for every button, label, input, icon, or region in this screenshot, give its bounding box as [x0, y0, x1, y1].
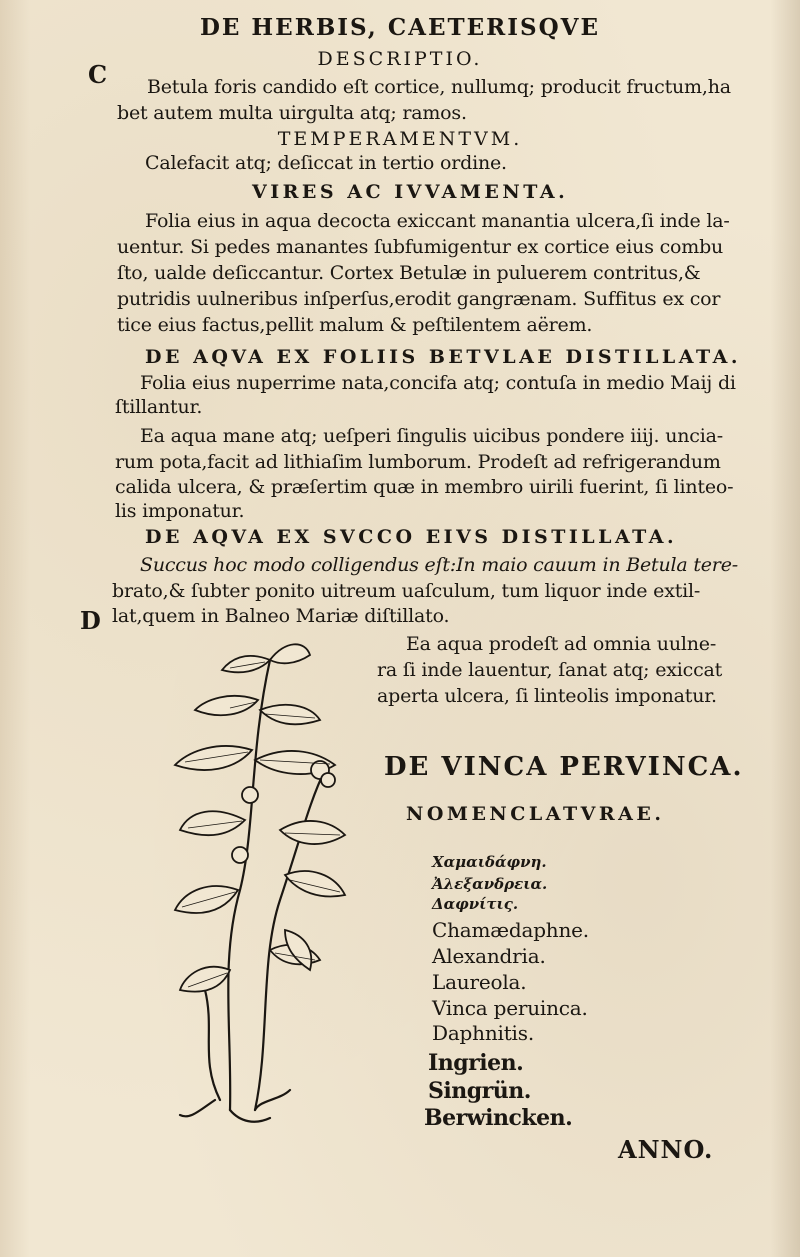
latin-name: Alexandria. — [432, 944, 546, 968]
heading-descriptio: DESCRIPTIO. — [317, 48, 483, 70]
heading-temperamentum: TEMPERAMENTVM. — [277, 128, 523, 150]
text-line: ſtillantur. — [115, 396, 203, 418]
text-line: Folia eius in aqua decocta exiccant manantia ulcera,ſi inde la- — [145, 210, 730, 232]
periwinkle-woodcut-illustration — [160, 630, 355, 1130]
text-line: uentur. Si pedes manantes ſubfumigentur ex cortice eius combu — [117, 236, 724, 258]
margin-letter-d: D — [80, 606, 101, 635]
german-name: Ingrien. — [428, 1050, 524, 1076]
heading-vinca: DE VINCA PERVINCA. — [384, 752, 744, 782]
text-line: putridis uulneribus inſperſus,erodit gangrænam. Suffitus ex cor — [117, 288, 721, 310]
text-line: tice eius factus,pellit malum & peſtilentem aërem. — [117, 314, 593, 336]
margin-letter-c: C — [88, 60, 108, 89]
greek-name: Χαμαιδάφνη. — [432, 853, 547, 871]
heading-aqua-foliis: DE AQVA EX FOLIIS BETVLAE DISTILLATA. — [145, 346, 741, 368]
heading-aqua-succo: DE AQVA EX SVCCO EIVS DISTILLATA. — [145, 526, 678, 548]
heading-vires: VIRES AC IVVAMENTA. — [252, 181, 569, 203]
text-line: bet autem multa uirgulta atq; ramos. — [117, 102, 467, 124]
text-line: Betula foris candido eſt cortice, nullumq; producit fructum,ha — [147, 76, 731, 98]
greek-name: Δαφνίτις. — [432, 895, 519, 913]
text-line: brato,& ſubter ponito uitreum uaſculum, tum liquor inde extil- — [112, 580, 701, 602]
text-line: Succus hoc modo colligendus eſt:In maio cauum in Betula tere- — [140, 554, 738, 576]
greek-name: Ἀλεξανδρεια. — [432, 875, 548, 893]
german-name: Berwincken. — [424, 1105, 573, 1131]
german-name: Singrün. — [428, 1078, 531, 1104]
running-head: DE HERBIS, CAETERISQVE — [199, 14, 601, 41]
text-line: Folia eius nuperrime nata,concifa atq; contuſa in medio Maij di — [140, 372, 736, 394]
latin-name: Daphnitis. — [432, 1021, 534, 1045]
text-line: rum pota,facit ad lithiaſim lumborum. Prodeſt ad refrigerandum — [115, 451, 721, 473]
latin-name: Laureola. — [432, 970, 527, 994]
text-line: Ea aqua mane atq; ueſperi ſingulis uicibus pondere iiij. uncia- — [140, 425, 723, 447]
catchword: ANNO. — [618, 1135, 714, 1164]
latin-name: Chamædaphne. — [432, 918, 589, 942]
text-line: ſto, ualde deſiccantur. Cortex Betulæ in puluerem contritus,& — [117, 262, 701, 284]
text-line: ra ſi inde lauentur, ſanat atq; exiccat — [377, 659, 723, 681]
text-line: Ea aqua prodeſt ad omnia uulne- — [406, 633, 717, 655]
text-line: Calefacit atq; deſiccat in tertio ordine. — [145, 152, 507, 174]
text-line: calida ulcera, & præſertim quæ in membro uirili fuerint, ſi linteo- — [115, 476, 734, 498]
heading-nomenclaturae: NOMENCLATVRAE. — [406, 803, 665, 825]
text-line: aperta ulcera, ſi linteolis imponatur. — [377, 685, 717, 707]
latin-name: Vinca peruinca. — [432, 996, 588, 1020]
text-line: lis imponatur. — [115, 500, 245, 522]
text-line: lat,quem in Balneo Mariæ diſtillato. — [112, 605, 450, 627]
